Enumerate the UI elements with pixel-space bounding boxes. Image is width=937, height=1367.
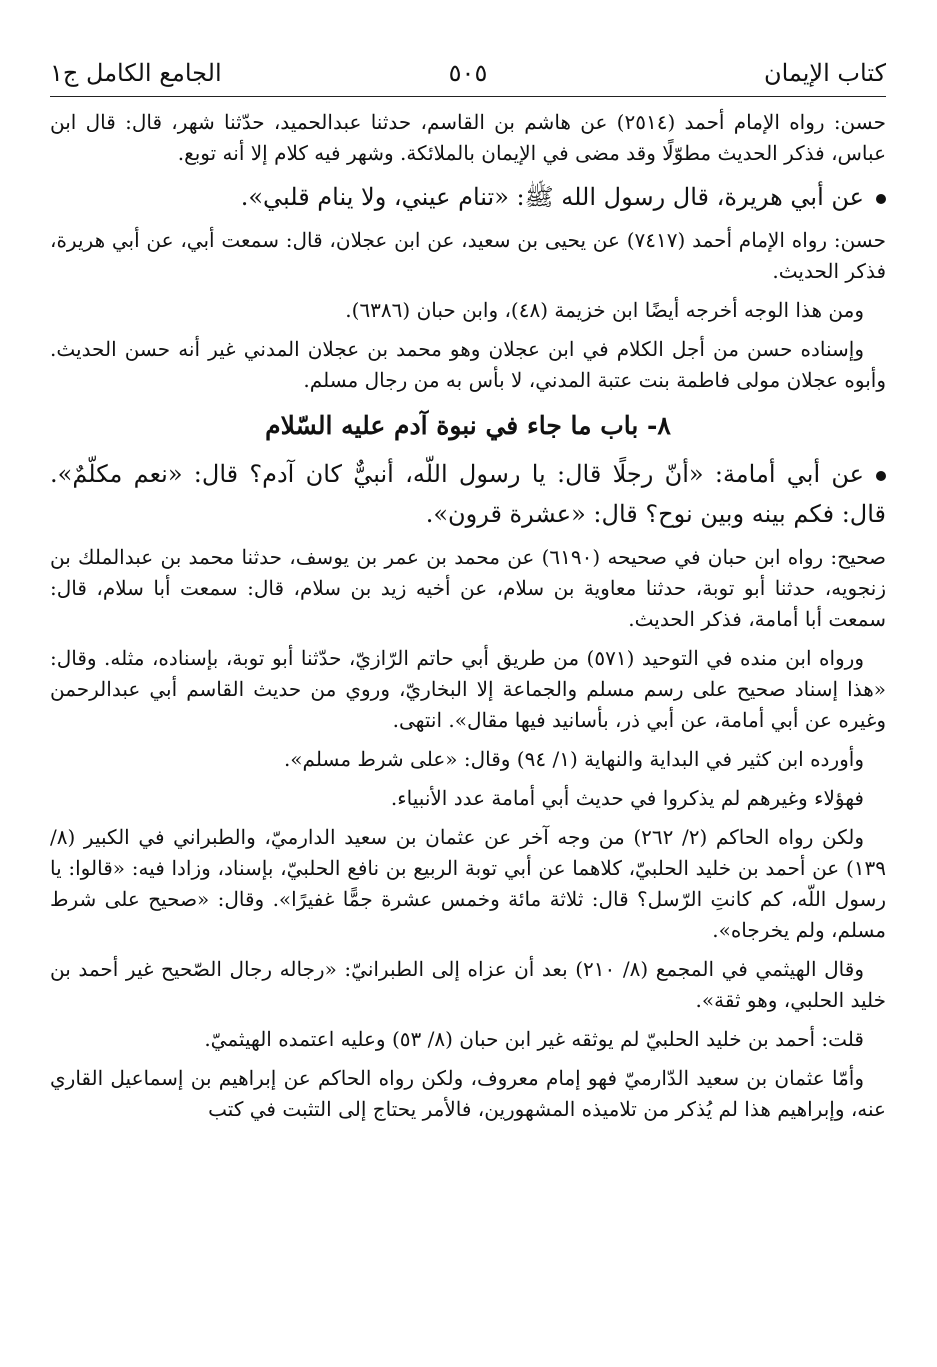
commentary-paragraph: ورواه ابن منده في التوحيد (٥٧١) من طريق أبي حاتم الرّازيّ، حدّثنا أبو توبة، بإسناده، مثله. وقال: «هذا إسناد صحيح على رسم مسلم والجماعة إلا البخاريّ، وروي من حديث القاسم أبي عبدالرحمن وغيره عن أبي أمامة، عن أبي ذر، بأسانيد فيها مقال». انتهى. [50,646,886,732]
commentary-paragraph: قلت: أحمد بن خليد الحلبيّ لم يوثقه غير ابن حبان (٨/ ٥٣) وعليه اعتمده الهيثميّ. [204,1027,864,1051]
commentary-paragraph: وأورده ابن كثير في البداية والنهاية (١/ ٩٤) وقال: «على شرط مسلم». [283,747,864,771]
page-header [50,48,886,97]
hadith-body: عن أبي أمامة: «أنّ رجلًا قال: يا رسول اللّه، أنبيٌّ كان آدم؟ قال: «نعم مكلّمٌ». قال: فكم بينه وبين نوح؟ قال: «عشرة قرون». [50,460,886,528]
commentary-paragraph: ومن هذا الوجه أخرجه أيضًا ابن خزيمة (٤٨)، وابن حبان (٦٣٨٦). [345,298,864,322]
bullet-icon [876,194,886,204]
chapter-title: كتاب الإيمان [763,59,886,87]
commentary-paragraph: فهؤلاء وغيرهم لم يذكروا في حديث أبي أمامة عدد الأنبياء. [390,786,864,810]
book-title: الجامع الكامل ج١ [50,59,222,87]
hadith-body: عن أبي هريرة، قال رسول الله ﷺ: «تنام عيني، ولا ينام قلبي». [240,183,864,211]
commentary-paragraph: ولكن رواه الحاكم (٢/ ٢٦٢) من وجه آخر عن عثمان بن سعيد الدارميّ، والطبراني في الكبير (٨/ ١٣٩) عن أحمد بن خليد الحلبيّ، كلاهما عن أبي توبة الربيع بن نافع الحلبيّ، بإسناد، وزادا فيه: «قالوا: يا رسول اللّه، كم كانتِ الرّسل؟ قال: ثلاثة مائة وخمس عشرة جمًّا غفيرًا». وقال: «صحيح على شرط مسلم، ولم يخرجاه». [50,825,886,942]
page-number: ٥٠٥ [448,59,488,87]
hadith-text [50,177,886,217]
hadith-text [50,454,886,534]
commentary-paragraph: وقال الهيثمي في المجمع (٨/ ٢١٠) بعد أن عزاه إلى الطبرانيّ: «رجاله رجال الصّحيح غير أحمد بن خليد الحلبي، وهو ثقة». [50,957,886,1012]
takhrij-paragraph: حسن: رواه الإمام أحمد (٧٤١٧) عن يحيى بن سعيد، عن ابن عجلان، قال: سمعت أبي، عن أبي هريرة، فذكر الحديث. [50,228,886,283]
takhrij-paragraph: صحيح: رواه ابن حبان في صحيحه (٦١٩٠) عن محمد بن عمر بن يوسف، حدثنا محمد بن عبدالملك بن زنجويه، حدثنا أبو توبة، حدثنا معاوية بن سلام، عن أخيه زيد بن سلام، قال: سمعت أبا سلام، قال: سمعت أبا أمامة، فذكر الحديث. [50,545,886,631]
section-heading: ٨- باب ما جاء في نبوة آدم عليه السّلام [265,411,671,440]
commentary-paragraph: وأمّا عثمان بن سعيد الدّارميّ فهو إمام معروف، ولكن رواه الحاكم عن إبراهيم بن إسماعيل القاري عنه، وإبراهيم هذا لم يُذكر من تلاميذه المشهورين، فالأمر يحتاج إلى التثبت في كتب [50,1066,886,1121]
book-page [50,48,886,1348]
bullet-icon [876,471,886,481]
takhrij-paragraph: حسن: رواه الإمام أحمد (٢٥١٤) عن هاشم بن القاسم، حدثنا عبدالحميد، حدّثنا شهر، قال: قال ابن عباس، فذكر الحديث مطوّلًا وقد مضى في الإيمان بالملائكة. وشهر فيه كلام إلا أنه توبع. [50,110,886,165]
page-body [50,97,886,1125]
commentary-paragraph: وإسناده حسن من أجل الكلام في ابن عجلان وهو محمد بن عجلان المدني غير أنه حسن الحديث. وأبوه عجلان مولى فاطمة بنت عتبة المدني، لا بأس به من رجال مسلم. [50,337,886,392]
